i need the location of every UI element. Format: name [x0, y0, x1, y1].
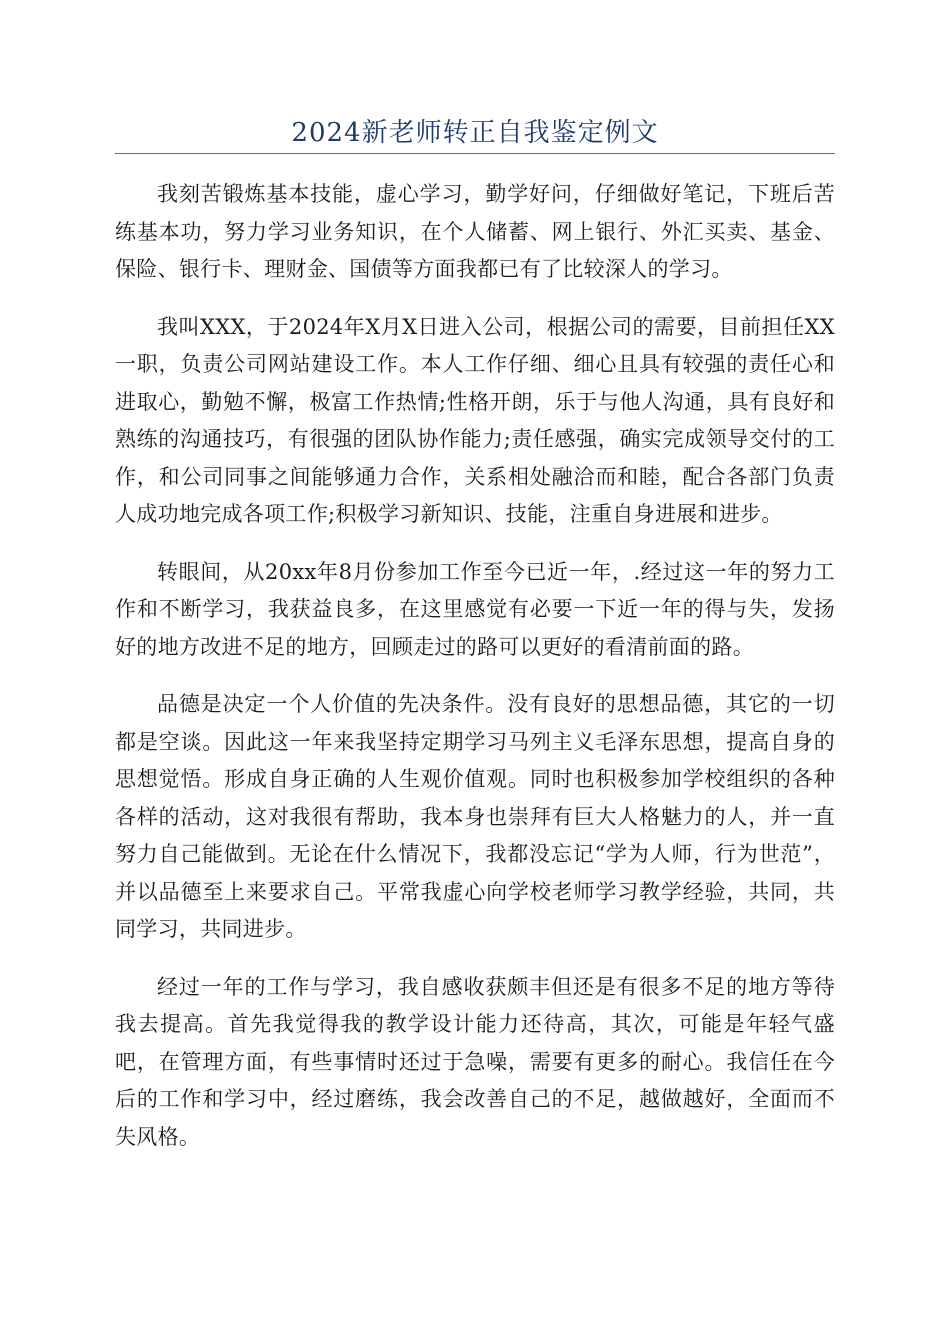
- title-underline: [115, 153, 835, 154]
- document-title: 2024新老师转正自我鉴定例文: [291, 118, 659, 148]
- paragraph-1: 我刻苦锻炼基本技能，虚心学习，勤学好问，仔细做好笔记，下班后苦练基本功，努力学习业务知识，在个人储蓄、网上银行、外汇买卖、基金、保险、银行卡、理财金、国债等方面我都已有了比较深人的学习。: [115, 182, 835, 281]
- paragraph-3: 转眼间，从20xx年8月份参加工作至今已近一年，.经过这一年的努力工作和不断学习，我获益良多，在这里感觉有必要一下近一年的得与失，发扬好的地方改进不足的地方，回顾走过的路可以更好的看清前面的路。: [115, 559, 835, 659]
- paragraph-2: 我叫XXX，于2024年X月X日进入公司，根据公司的需要，目前担任XX一职，负责公司网站建设工作。本人工作仔细、细心且具有较强的责任心和进取心，勤勉不懈，极富工作热情;性格开朗，乐于与他人沟通，具有良好和熟练的沟通技巧，有很强的团队协作能力;责任感强，确实完成领导交付的工作，和公司同事之间能够通力合作，关系相处融洽而和睦，配合各部门负责人成功地完成各项工作;积极学习新知识、技能，注重自身进展和进步。: [115, 314, 835, 526]
- paragraph-5: 经过一年的工作与学习，我自感收获颇丰但还是有很多不足的地方等待我去提高。首先我觉得我的教学设计能力还待高，其次，可能是年轻气盛吧，在管理方面，有些事情时还过于急噪，需要有更多的耐心。我信任在今后的工作和学习中，经过磨练，我会改善自己的不足，越做越好，全面而不失风格。: [115, 974, 835, 1149]
- document-page: [115, 0, 835, 1176]
- paragraph-4: 品德是决定一个人价值的先决条件。没有良好的思想品德，其它的一切都是空谈。因此这一年来我坚持定期学习马列主义毛泽东思想，提高自身的思想觉悟。形成自身正确的人生观价值观。同时也积极参加学校组织的各种各样的活动，这对我很有帮助，我本身也崇拜有巨大人格魅力的人，并一直努力自己能做到。无论在什么情况下，我都没忘记“学为人师，行为世范”，并以品德至上来要求自己。平常我虚心向学校老师学习教学经验，共同，共同学习，共同进步。: [115, 692, 835, 941]
- document-body: [115, 176, 835, 1156]
